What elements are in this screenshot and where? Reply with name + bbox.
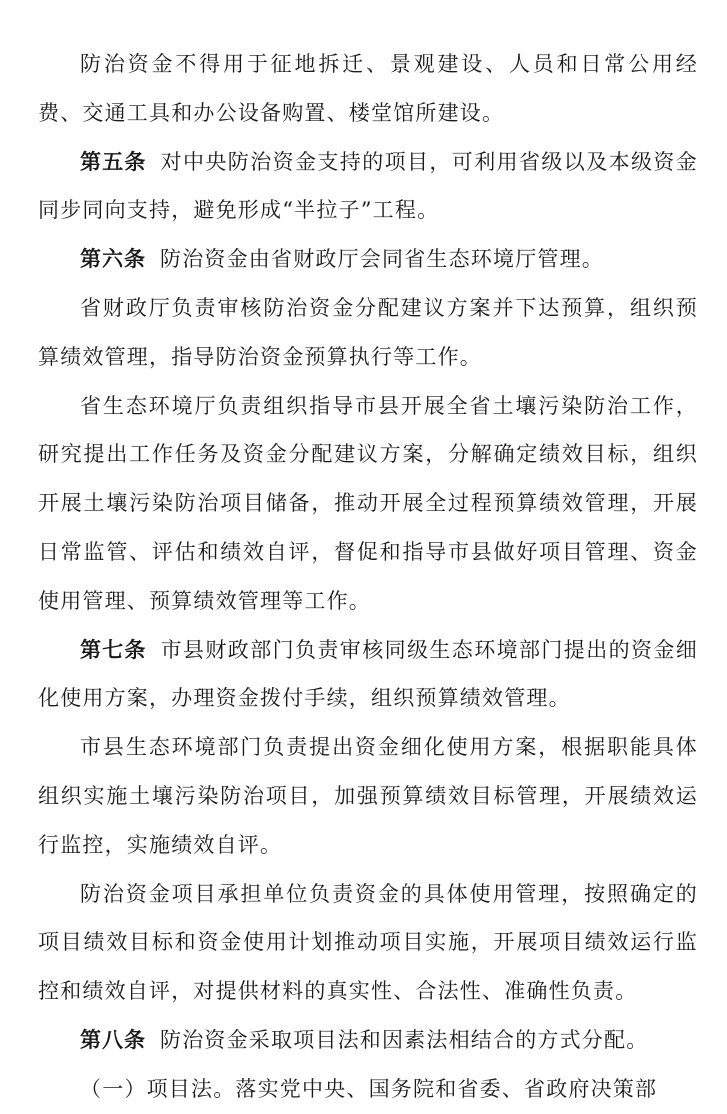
- paragraph: [38, 1065, 698, 1114]
- paragraph-text: 市县财政部门负责审核同级生态环境部门提出的资金细化使用方案，办理资金拨付手续，组织预算绩效管理。: [38, 637, 698, 711]
- paragraph-text: 防治资金采取项目法和因素法相结合的方式分配。: [160, 1027, 649, 1052]
- paragraph-text: 市县生态环境部门负责提出资金细化使用方案，根据职能具体组织实施土壤污染防治项目，加强预算绩效目标管理，开展绩效运行监控，实施绩效自评。: [38, 735, 698, 857]
- paragraph-article-8: [38, 1016, 698, 1065]
- paragraph-text: 防治资金由省财政厅会同省生态环境厅管理。: [160, 247, 604, 272]
- paragraph-text: （一）项目法。落实党中央、国务院和省委、省政府决策部: [80, 1076, 658, 1101]
- article-label: 第六条: [80, 247, 146, 272]
- paragraph: [38, 870, 698, 1016]
- paragraph: [38, 284, 698, 382]
- paragraph-text: 防治资金项目承担单位负责资金的具体使用管理，按照确定的项目绩效目标和资金使用计划推动项目实施，开展项目绩效运行监控和绩效自评，对提供材料的真实性、合法性、准确性负责。: [38, 881, 698, 1004]
- paragraph: [38, 723, 698, 869]
- document-page: [38, 40, 698, 1114]
- paragraph-article-7: [38, 626, 698, 724]
- paragraph-text: 省生态环境厅负责组织指导市县开展全省土壤污染防治工作，研究提出工作任务及资金分配建议方案，分解确定绩效目标，组织开展土壤污染防治项目储备，推动开展全过程预算绩效管理，开展日常监管、评估和绩效自评，督促和指导市县做好项目管理、资金使用管理、预算绩效管理等工作。: [38, 393, 698, 613]
- article-label: 第五条: [80, 149, 147, 174]
- paragraph: [38, 40, 698, 138]
- paragraph-text: 省财政厅负责审核防治资金分配建议方案并下达预算，组织预算绩效管理，指导防治资金预算执行等工作。: [38, 295, 698, 369]
- paragraph-article-5: [38, 138, 698, 236]
- article-label: 第八条: [80, 1027, 146, 1052]
- paragraph: [38, 382, 698, 626]
- paragraph-article-6: [38, 235, 698, 284]
- article-label: 第七条: [80, 637, 147, 662]
- paragraph-text: 防治资金不得用于征地拆迁、景观建设、人员和日常公用经费、交通工具和办公设备购置、楼堂馆所建设。: [38, 52, 698, 125]
- paragraph-text: 对中央防治资金支持的项目，可利用省级以及本级资金同步同向支持，避免形成“半拉子”工程。: [38, 149, 698, 223]
